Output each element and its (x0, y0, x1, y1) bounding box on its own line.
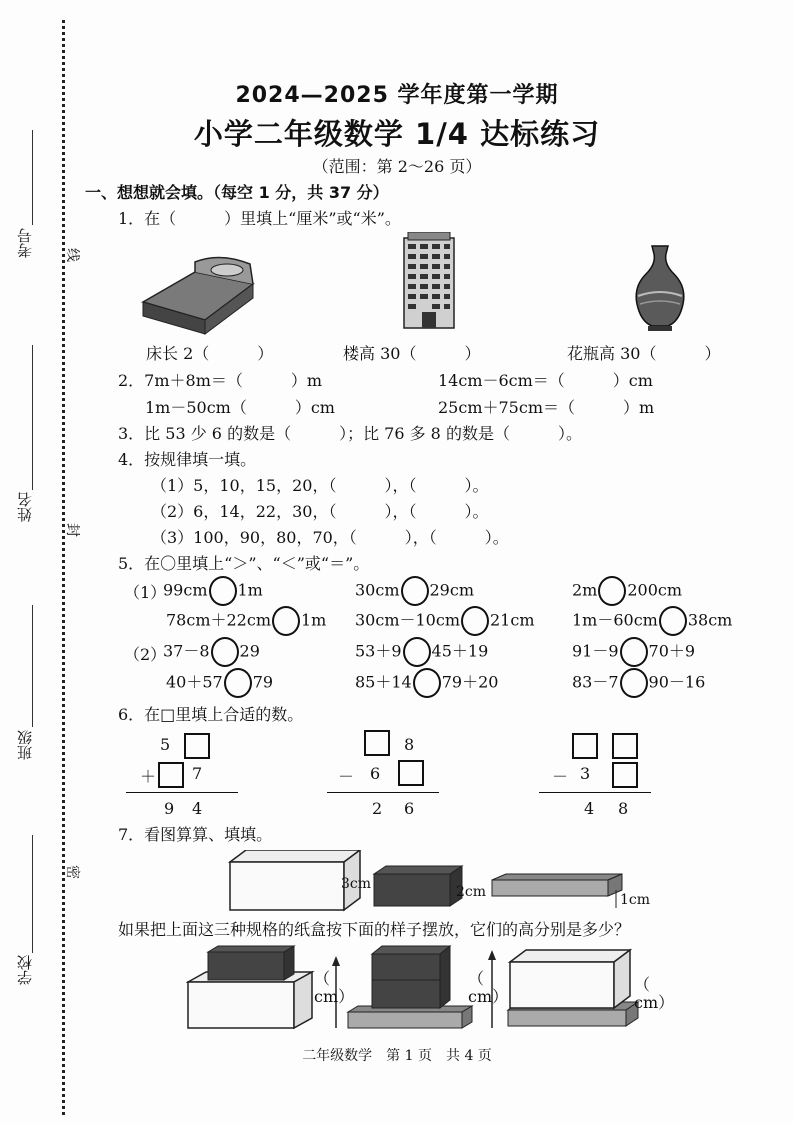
q5-compare: 78cm＋22cm 1m (166, 606, 326, 636)
q5-stem: 5．在〇里填上“＞”、“＜”或“＝”。 (118, 554, 370, 573)
class-line (32, 605, 33, 727)
q4-sequence-1[interactable]: （1）5，10，15，20，（ ），（ ）。 (151, 476, 489, 495)
q6b-diff-line (327, 792, 439, 793)
q7-answer-2[interactable]: （ cm） (468, 969, 509, 1006)
compare-circle[interactable] (209, 576, 237, 606)
q7-stem: 7．看图算算、填填。 (118, 825, 273, 844)
q4-sequence-3[interactable]: （3）100，90，80，70，（ ），（ ）。 (151, 528, 509, 547)
compare-circle[interactable] (413, 668, 441, 698)
q6a-top-digit: 5 (160, 735, 171, 754)
q1-building-blank[interactable]: 楼高 30（ ） (343, 344, 481, 363)
q1-stem: 1．在（ ）里填上“厘米”或“米”。 (118, 209, 401, 228)
q6a-sum-line (126, 792, 238, 793)
q5-compare: 30cm－10cm 21cm (355, 606, 535, 636)
seal-mi-char: 密 (64, 865, 80, 879)
page-title: 小学二年级数学 1/4 达标练习 (193, 117, 601, 151)
school-line (32, 835, 33, 953)
bed-illustration (135, 254, 260, 338)
compare-circle[interactable] (211, 637, 239, 667)
compare-circle[interactable] (598, 576, 626, 606)
q7-answer-1[interactable]: （ cm） (314, 969, 355, 1006)
school-year-heading: 2024—2025 学年度第一学期 (235, 83, 559, 108)
q6-stem: 6．在□里填上合适的数。 (118, 705, 304, 724)
q5-compare: 83－7 90－16 (572, 668, 705, 698)
vase-illustration (628, 244, 692, 332)
page-range: （范围：第 2～26 页） (312, 157, 482, 176)
q7-height-3cm: 3cm (341, 876, 372, 892)
q5-part1-label: （1） (124, 583, 167, 602)
compare-circle[interactable] (620, 668, 648, 698)
q6b-mid-digit: 6 (370, 764, 381, 783)
q7-height-2cm: 2cm (456, 884, 487, 900)
name-line (32, 345, 33, 490)
seal-line-char: 线 (64, 248, 80, 262)
q2-item-d[interactable]: 25cm＋75cm＝（ ）m (438, 398, 655, 417)
q6c-mid-digit: 3 (580, 764, 591, 783)
q5-compare: 91－9 70＋9 (572, 637, 695, 667)
school-label: 学校 (16, 955, 34, 985)
q4-stem: 4．按规律填一填。 (118, 450, 257, 469)
q6b-blank-box[interactable] (364, 730, 390, 756)
q7-height-1cm: 1cm (620, 892, 651, 908)
q2-item-a[interactable]: 2．7m＋8m＝（ ）m (118, 371, 323, 390)
q1-bed-blank[interactable]: 床长 2（ ） (146, 344, 274, 363)
page-footer: 二年级数学 第 1 页 共 4 页 (302, 1048, 492, 1064)
class-label: 班级 (16, 730, 34, 760)
q5-compare: 40＋57 79 (166, 668, 273, 698)
q5-part2-label: （2） (124, 645, 167, 664)
q5-compare: 30cm 29cm (355, 576, 474, 606)
q7-question: 如果把上面这三种规格的纸盒按下面的样子摆放，它们的高分别是多少？ (118, 920, 631, 939)
q6c-diff-line (539, 792, 651, 793)
q6c-result-tens: 4 (584, 799, 595, 818)
q6c-blank-box[interactable] (612, 733, 638, 759)
exam-number-label: 考号 (16, 228, 34, 258)
seal-feng-char: 封 (64, 523, 80, 537)
q6a-mid-digit: 7 (192, 764, 203, 783)
q3-question[interactable]: 3．比 53 少 6 的数是（ ）；比 76 多 8 的数是（ ）。 (118, 424, 582, 443)
q6a-result-ones: 4 (192, 799, 203, 818)
q6c-blank-box[interactable] (612, 762, 638, 788)
q5-compare: 99cm 1m (163, 576, 263, 606)
compare-circle[interactable] (620, 637, 648, 667)
q6b-top-digit: 8 (404, 735, 415, 754)
q5-compare: 1m－60cm 38cm (572, 606, 732, 636)
q5-compare: 37－8 29 (163, 637, 260, 667)
compare-circle[interactable] (461, 606, 489, 636)
q6a-blank-box[interactable] (158, 762, 184, 788)
compare-circle[interactable] (401, 576, 429, 606)
q6c-result-ones: 8 (618, 799, 629, 818)
name-label: 姓名 (16, 492, 34, 522)
q6b-sign: － (338, 767, 355, 786)
compare-circle[interactable] (272, 606, 300, 636)
section-one-title: 一、想想就会填。（每空 1 分，共 37 分） (85, 183, 389, 202)
q6b-blank-box[interactable] (398, 760, 424, 786)
q5-compare: 2m 200cm (572, 576, 682, 606)
q2-item-c[interactable]: 1m－50cm（ ）cm (145, 398, 335, 417)
binding-dotted-line (62, 20, 65, 1115)
building-illustration (402, 232, 456, 330)
compare-circle[interactable] (659, 606, 687, 636)
q6b-result-ones: 6 (404, 799, 415, 818)
q7-answer-3[interactable]: （ cm） (634, 975, 675, 1012)
q5-compare: 85＋14 79＋20 (355, 668, 498, 698)
q6a-sign: ＋ (140, 767, 157, 786)
box-sizes-illustration (228, 850, 658, 914)
q6c-blank-box[interactable] (572, 733, 598, 759)
q2-item-b[interactable]: 14cm－6cm＝（ ）cm (438, 371, 653, 390)
q6c-sign: － (552, 767, 569, 786)
compare-circle[interactable] (403, 637, 431, 667)
stacked-boxes-illustration (186, 942, 656, 1032)
q6b-result-tens: 2 (372, 799, 383, 818)
q6a-blank-box[interactable] (184, 733, 210, 759)
q1-vase-blank[interactable]: 花瓶高 30（ ） (567, 344, 721, 363)
q4-sequence-2[interactable]: （2）6，14，22，30，（ ），（ ）。 (151, 502, 489, 521)
compare-circle[interactable] (224, 668, 252, 698)
q6a-result-tens: 9 (164, 799, 175, 818)
q5-compare: 53＋9 45＋19 (355, 637, 488, 667)
